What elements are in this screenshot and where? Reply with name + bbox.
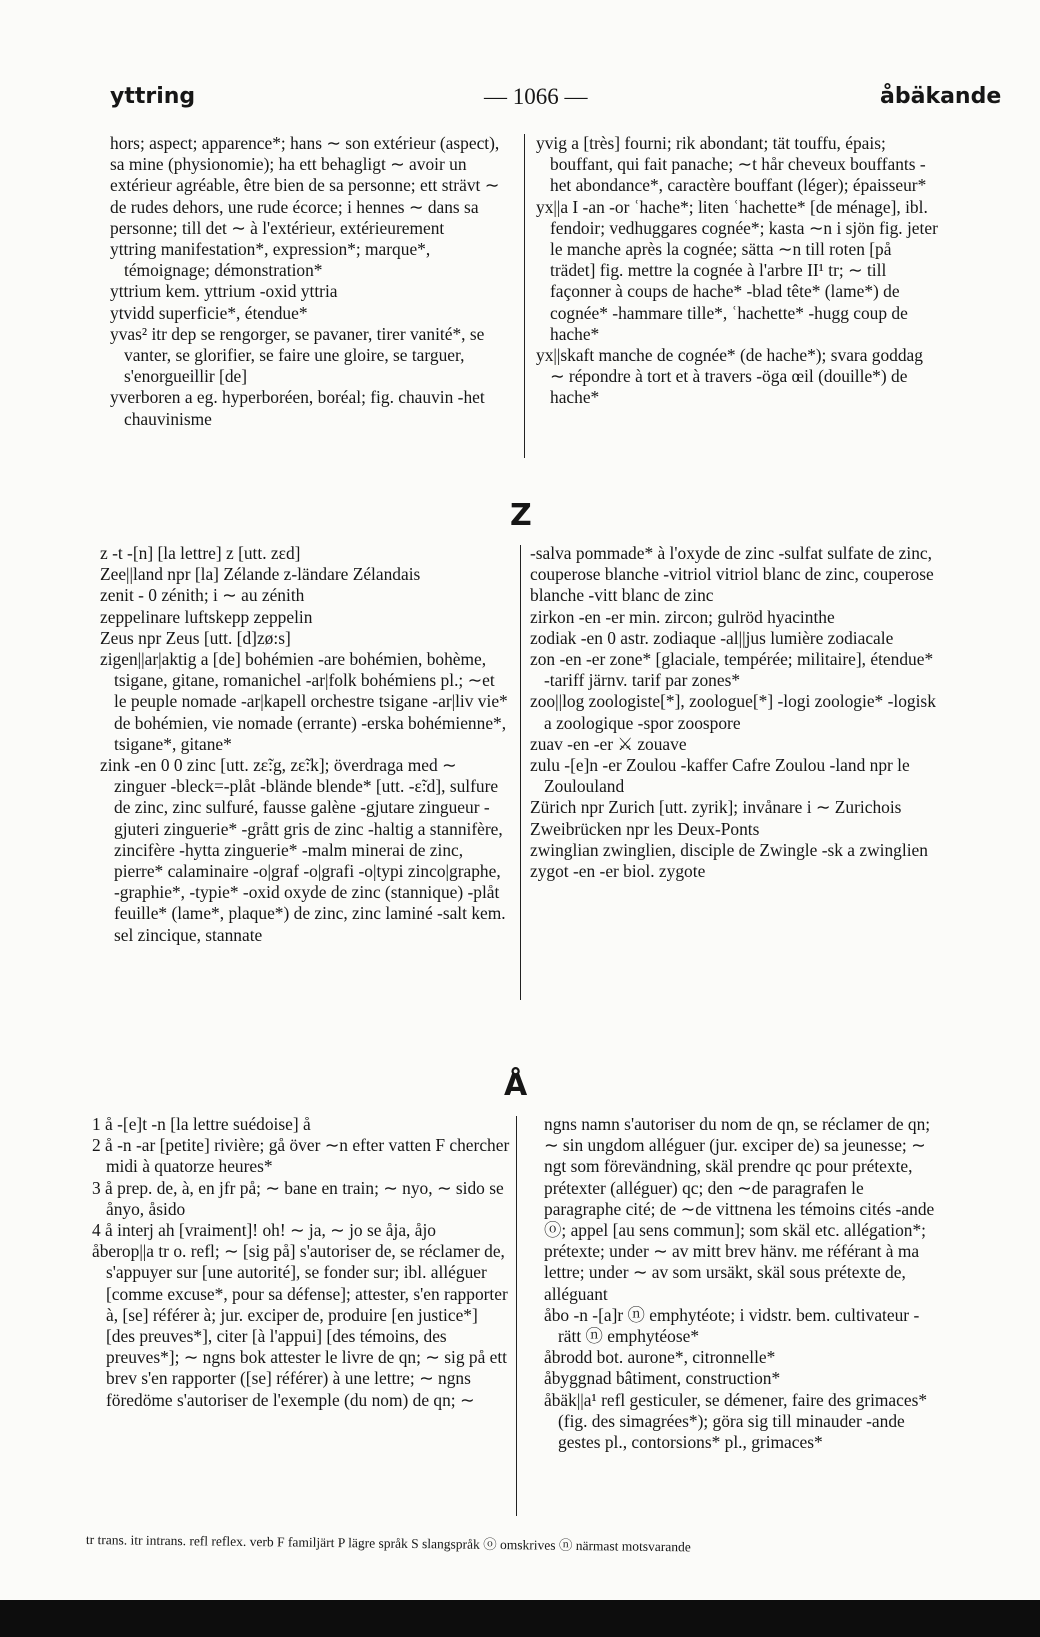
entry: zodiak -en 0 astr. zodiaque -al||jus lumière zodiacale — [530, 627, 894, 648]
entry: zuav -en -er ⚔ zouave — [530, 733, 687, 754]
entry: ytvidd superficie*, étendue* — [110, 302, 308, 323]
entry: zoo||log zoologiste[*], zoologue[*] -logi zoologie* -logisk a zoologique -spor zoospore — [530, 691, 936, 733]
entry: åbyggnad bâtiment, construction* — [544, 1368, 781, 1389]
entry: z -t -[n] [la lettre] z [utt. zɛd] — [100, 543, 301, 563]
entry: yvig a [très] fourni; rik abondant; tät touffu, épais; bouffant, qui fait panache; ∼t hår cheveux bouffants -het abondance*, caractère bouffant (léger); épaisseur* — [536, 133, 927, 196]
page-number: — 1066 — — [484, 84, 588, 109]
entry: zeppelinare luftskepp zeppelin — [100, 606, 313, 627]
entry: 3 å prep. de, à, en jfr på; ∼ bane en train; ∼ nyo, ∼ sido se ånyo, åsido — [92, 1177, 504, 1219]
entry: yx||skaft manche de cognée* (de hache*); svara goddag ∼ répondre à tort et à travers -öga œil (douille*) de hache* — [536, 345, 923, 408]
section-letter-aa: Å — [504, 1068, 528, 1103]
column-rule — [520, 545, 521, 1000]
scan-border — [0, 1600, 1040, 1637]
entry: ngns namn s'autoriser du nom de qn, se réclamer de qn; ∼ sin ungdom alléguer (jur. exciper de) sa jeunesse; ∼ ngt som förevändning, skäl prendre qc pour prétexte, prétexter (alléguer) qc; den ∼de paragrafen le paragraphe cité; de ∼de vittnena les témoins cités -ande ⓞ; appel [au sens commun]; som skäl etc. allégation*; prétexte; under ∼ av mitt brev hänv. me référant à ma lettre; under ∼ av som ursäkt, skäl sous prétexte de, alléguant — [544, 1114, 935, 1304]
column-y-left — [110, 133, 512, 430]
entry: zink -en 0 0 zinc [utt. zɛ̃:g, zɛ̃:k]; överdraga med ∼ zinguer -bleck=-plåt -blände blende* [utt. -ɛ̃:d], sulfure de zinc, zinc sulfuré, fausse galène -gjutare zingueur -gjuteri zinguerie* -grått gris de zinc -haltig a stannifère, zincifère -hytta zinguerie* -malm minerai de zinc, pierre* calaminaire -o|graf -o|grafi -o|typi zinco|graphe, -graphie*, -typie* -oxid oxyde de zinc (stannique) -plåt feuille* (lame*, plaque*) de zinc, zinc laminé -salt kem. sel zincique, stannate — [100, 755, 506, 945]
abbreviation-footer: tr trans. itr intrans. refl reflex. verb F familjärt P lägre språk S slangspråk ⓞ omskrives ⓝ närmast motsvarande — [85, 1532, 691, 1555]
entry: zulu -[e]n -er Zoulou -kaffer Cafre Zoulou -land npr le Zoulouland — [530, 755, 910, 797]
entry: yx||a I -an -or ʿhache*; liten ʿhachette* [de ménage], ibl. fendoir; vedhuggares cognée*; kasta ∼n i sjön fig. jeter le manche après la cognée; sätta ∼n till roten [på trädet] fig. mettre la cognée à l'arbre II¹ tr; ∼ till façonner à coups de hache* -blad tête* (lame*) de cognée* -hammare tille*, ʿhachette* -hugg coup de hache* — [536, 196, 938, 344]
entry: 2 å -n -ar [petite] rivière; gå över ∼n efter vatten F chercher midi à quatorze heures* — [92, 1135, 510, 1177]
entry: hors; aspect; apparence*; hans ∼ son extérieur (aspect), sa mine (physionomie); ha ett behagligt ∼ avoir un extérieur agréable, être bien de sa personne; ett strävt ∼ de rudes dehors, une rude écorce; i hennes ∼ dans sa personne; till det ∼ à l'extérieur, extérieurement — [110, 133, 500, 238]
entry: yverboren a eg. hyperboréen, boréal; fig. chauvin -het chauvinisme — [110, 387, 485, 429]
entry: zygot -en -er biol. zygote — [530, 861, 706, 882]
entry: zirkon -en -er min. zircon; gulröd hyacinthe — [530, 606, 835, 627]
entry: åbrodd bot. aurone*, citronnelle* — [544, 1347, 776, 1368]
entry: Zürich npr Zurich [utt. zyrik]; invånare i ∼ Zurichois — [530, 797, 902, 818]
column-y-right — [536, 133, 940, 409]
column-aa-left — [92, 1114, 510, 1411]
entry: Zeus npr Zeus [utt. [d]zø:s] — [100, 627, 291, 648]
entry: åberop||a tr o. refl; ∼ [sig på] s'autoriser de, se réclamer de, s'appuyer sur [une autorité], se fonder sur; ibl. alléguer [comme excuse*, pour sa défense]; attester, s'en rapporter à, [se] référer à; jur. exciper de, produire [en justice*] [des preuves*], citer [à l'appui] [des témoins, des preuves*]; ∼ ngns bok attester le livre de qn; ∼ sig på ett brev s'en rapporter ([se] référer) à une lettre; ∼ ngns föredöme s'autoriser de l'exemple (du nom) de qn; ∼ — [92, 1241, 508, 1410]
entry: yttrium kem. yttrium -oxid yttria — [110, 281, 338, 302]
column-z-left — [100, 543, 510, 946]
entry: yttring manifestation*, expression*; marque*, témoignage; démonstration* — [110, 239, 431, 281]
entry: Zweibrücken npr les Deux-Ponts — [530, 818, 760, 839]
entry: yvas² itr dep se rengorger, se pavaner, tirer vanité*, se vanter, se glorifier, se faire une gloire, se targuer, s'enorgueillir [de] — [110, 323, 485, 387]
entry: zigen||ar|aktig a [de] bohémien -are bohémien, bohème, tsigane, gitane, romanichel -ar|folk bohémiens pl.; ∼et le peuple nomade -ar|kapell orchestre tsigane -ar|liv vie* de bohémien, vie nomade (errante) -erska bohémienne*, tsigane*, gitane* — [100, 649, 508, 754]
column-rule — [516, 1116, 517, 1516]
entry: zenit - 0 zénith; i ∼ au zénith — [100, 585, 305, 606]
running-head-right: åbäkande — [880, 84, 1002, 109]
section-letter-z: Z — [510, 498, 532, 533]
entry: zon -en -er zone* [glaciale, tempérée; militaire], étendue* -tariff järnv. tarif par zones* — [530, 649, 934, 691]
running-head-left: yttring — [110, 84, 196, 109]
column-z-right — [530, 543, 938, 882]
column-rule — [524, 134, 525, 458]
entry: 1 å -[e]t -n [la lettre suédoise] å — [92, 1114, 311, 1134]
entry: åbäk||a¹ refl gesticuler, se démener, faire des grimaces* (fig. des simagrées*); göra sig till minauder -ande gestes pl., contorsions* pl., grimaces* — [544, 1389, 928, 1453]
entry: zwinglian zwinglien, disciple de Zwingle -sk a zwinglien — [530, 839, 928, 860]
entry: åbo -n -[a]r ⓝ emphytéote; i vidstr. bem. cultivateur -rätt ⓝ emphytéose* — [544, 1304, 920, 1347]
entry: 4 å interj ah [vraiment]! oh! ∼ ja, ∼ jo se åja, åjo — [92, 1220, 436, 1241]
entry: -salva pommade* à l'oxyde de zinc -sulfat sulfate de zinc, couperose blanche -vitriol vitriol blanc de zinc, couperose blanche -vitt blanc de zinc — [530, 543, 934, 606]
column-aa-right — [544, 1114, 942, 1453]
entry: Zee||land npr [la] Zélande z-ländare Zélandais — [100, 564, 421, 585]
